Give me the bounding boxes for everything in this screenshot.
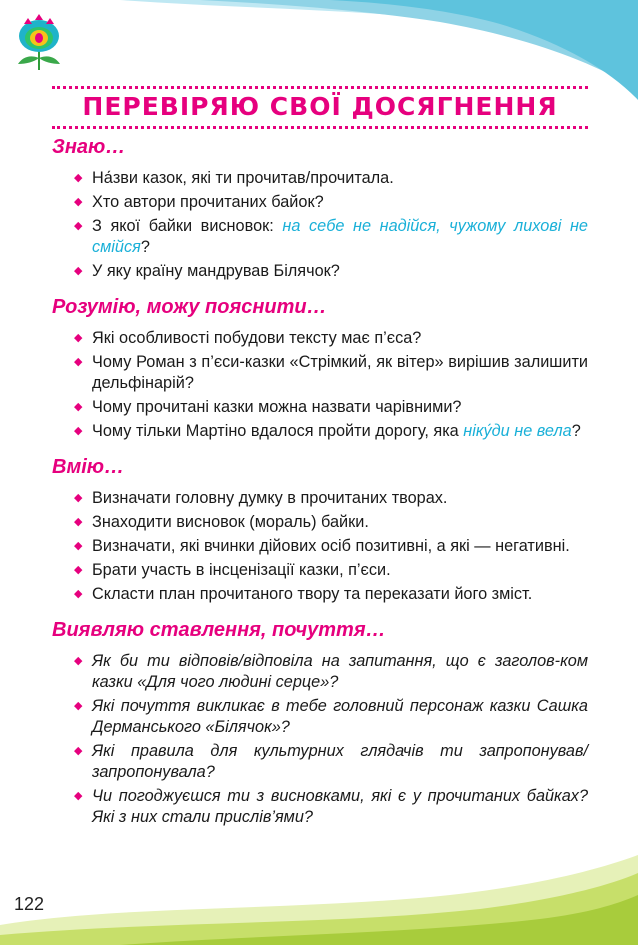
diamond-bullet-icon: ◆: [74, 492, 83, 504]
list-item: ◆ Чи погоджуєшся ти з висновками, які є у прочитаних байках? Які з них стали прислів’ями?: [74, 787, 588, 826]
list-item: ◆ На́зви казок, які ти прочитав/прочитала.: [74, 169, 394, 187]
list-item: ◆ Визначати, які вчинки дійових осіб позитивні, а які — негативні.: [74, 537, 570, 555]
list-item: ◆ Чому прочитані казки можна назвати чарівними?: [74, 398, 462, 416]
diamond-bullet-icon: ◆: [74, 745, 83, 757]
content-area: [52, 134, 588, 840]
diamond-bullet-icon: ◆: [74, 172, 83, 184]
list-item: ◆ Хто автори прочитаних байок?: [74, 193, 324, 211]
bottom-wave-decoration: [0, 855, 638, 945]
list-item: ◆ Брати участь в інсценізації казки, п’єси.: [74, 561, 391, 579]
list-item: ◆ Чому Роман з п’єси-казки «Стрімкий, як вітер» вирішив залишити дельфінарій?: [74, 353, 588, 392]
quote-text: на себе не надійся, чужому лихові не смійся: [92, 217, 588, 256]
list-understand: [52, 328, 588, 442]
list-item: ◆ Які правила для культурних глядачів ти запропонував/запропонувала?: [74, 742, 588, 781]
list-item: ◆ Як би ти відповів/відповіла на запитання, що є заголов-ком казки «Для чого людині серце»?: [74, 652, 588, 691]
diamond-bullet-icon: ◆: [74, 588, 83, 600]
list-item: ◆ У яку країну мандрував Білячок?: [74, 262, 340, 280]
heading-attitude: Виявляю ставлення, почуття…: [52, 619, 386, 641]
top-dotted-rule: [52, 86, 588, 89]
list-item: ◆ Скласти план прочитаного твору та переказати його зміст.: [74, 585, 533, 603]
diamond-bullet-icon: ◆: [74, 425, 83, 437]
flower-emblem-icon: [14, 14, 64, 70]
heading-can: Вмію…: [52, 456, 125, 478]
list-item: ◆ Чому тільки Мартіно вдалося пройти дорогу, яка ніку́ди не вела?: [74, 422, 581, 440]
list-attitude: [52, 651, 588, 828]
diamond-bullet-icon: ◆: [74, 655, 83, 667]
diamond-bullet-icon: ◆: [74, 196, 83, 208]
diamond-bullet-icon: ◆: [74, 700, 83, 712]
list-item: ◆ Визначати головну думку в прочитаних творах.: [74, 489, 448, 507]
quote-text: ніку́ди не вела: [463, 422, 572, 440]
bottom-dotted-rule: [52, 126, 588, 129]
heading-understand: Розумію, можу пояснити…: [52, 296, 327, 318]
diamond-bullet-icon: ◆: [74, 540, 83, 552]
list-item: ◆ Які почуття викликає в тебе головний персонаж казки Сашка Дерманського «Білячок»?: [74, 697, 588, 736]
diamond-bullet-icon: ◆: [74, 401, 83, 413]
list-item: ◆ Знаходити висновок (мораль) байки.: [74, 513, 369, 531]
diamond-bullet-icon: ◆: [74, 332, 83, 344]
diamond-bullet-icon: ◆: [74, 516, 83, 528]
list-item: ◆ Які особливості побудови тексту має п’єса?: [74, 329, 422, 347]
list-item: ◆ З якої байки висновок: на себе не надійся, чужому лихові не смійся?: [74, 217, 588, 256]
page-number: 122: [14, 894, 45, 914]
heading-know: Знаю…: [52, 136, 126, 158]
page-title: ПЕРЕВІРЯЮ СВОЇ ДОСЯГНЕННЯ: [82, 92, 558, 121]
list-can: [52, 488, 588, 605]
diamond-bullet-icon: ◆: [74, 265, 83, 277]
diamond-bullet-icon: ◆: [74, 220, 83, 232]
diamond-bullet-icon: ◆: [74, 564, 83, 576]
diamond-bullet-icon: ◆: [74, 790, 83, 802]
diamond-bullet-icon: ◆: [74, 356, 83, 368]
list-know: [52, 168, 588, 282]
